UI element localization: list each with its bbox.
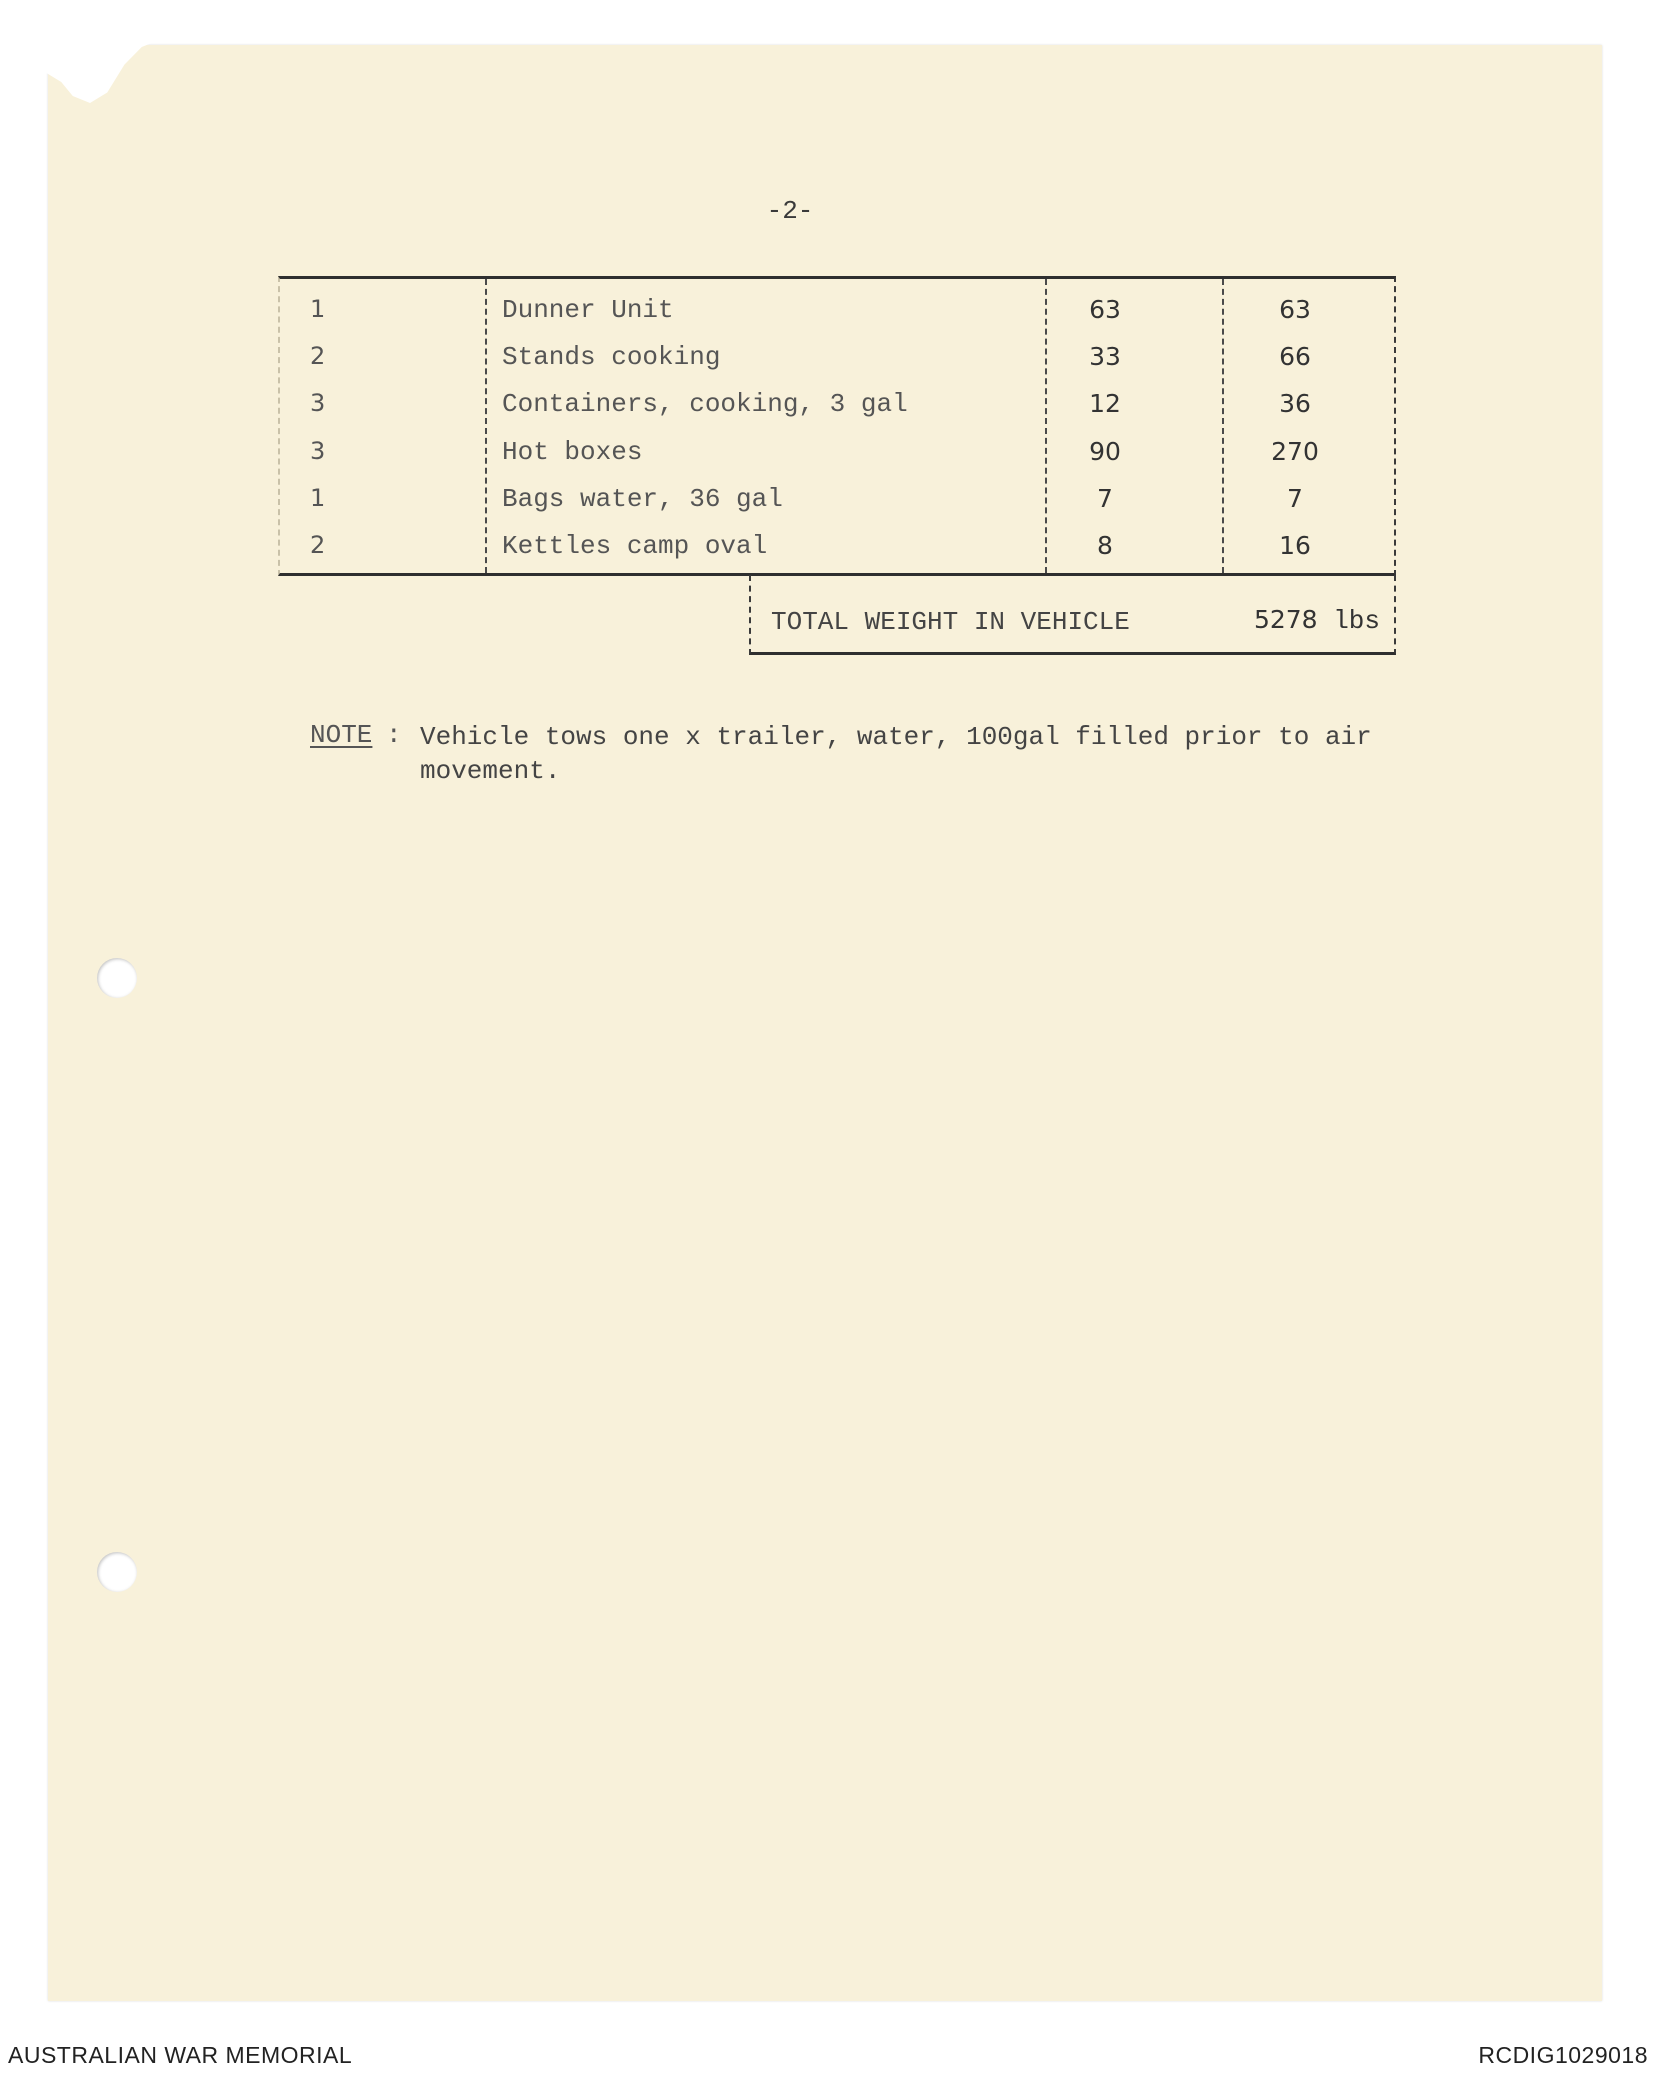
unit-weight-cell: 7 [1097, 484, 1113, 513]
item-cell: Bags water, 36 gal [502, 484, 783, 514]
punch-hole [97, 958, 137, 998]
table-row [280, 431, 1394, 478]
total-weight-box [749, 575, 1396, 655]
note-label: NOTE [310, 720, 373, 750]
total-weight-cell: 270 [1271, 437, 1319, 466]
unit-weight-cell: 33 [1089, 342, 1121, 371]
unit-weight-cell: 63 [1089, 295, 1121, 324]
total-weight-unit: lbs [1333, 606, 1380, 636]
quantity-cell: 1 [310, 295, 326, 323]
total-weight-value [1254, 605, 1380, 636]
quantity-cell: 3 [310, 389, 326, 417]
punch-hole [97, 1552, 137, 1592]
total-weight-cell: 36 [1279, 389, 1311, 418]
table-row [280, 478, 1394, 525]
total-weight-cell: 16 [1279, 531, 1311, 560]
total-weight-cell: 7 [1287, 484, 1303, 513]
table-row [280, 289, 1394, 336]
quantity-cell: 2 [310, 342, 326, 370]
item-cell: Containers, cooking, 3 gal [502, 389, 908, 419]
equipment-table [278, 276, 1396, 576]
table-row [280, 336, 1394, 383]
footer-institution: AUSTRALIAN WAR MEMORIAL [8, 2042, 353, 2068]
total-weight-label: TOTAL WEIGHT IN VEHICLE [771, 607, 1130, 637]
item-cell: Kettles camp oval [502, 531, 768, 561]
quantity-cell: 2 [310, 531, 326, 559]
item-cell: Dunner Unit [502, 295, 674, 325]
total-weight-cell: 66 [1279, 342, 1311, 371]
note-text: Vehicle tows one x trailer, water, 100gal filled prior to air movement. [420, 722, 1372, 786]
note-colon: : [386, 720, 402, 750]
item-cell: Hot boxes [502, 437, 643, 467]
quantity-cell: 1 [310, 484, 326, 512]
quantity-cell: 3 [310, 437, 326, 465]
page-number: -2- [766, 196, 814, 226]
unit-weight-cell: 12 [1089, 389, 1121, 418]
total-weight-number: 5278 [1253, 605, 1318, 634]
unit-weight-cell: 90 [1089, 437, 1121, 466]
unit-weight-cell: 8 [1097, 531, 1113, 560]
table-row [280, 383, 1394, 430]
total-weight-cell: 63 [1279, 295, 1311, 324]
table-row [280, 525, 1394, 572]
item-cell: Stands cooking [502, 342, 721, 372]
footer-reference: RCDIG1029018 [1478, 2042, 1648, 2068]
